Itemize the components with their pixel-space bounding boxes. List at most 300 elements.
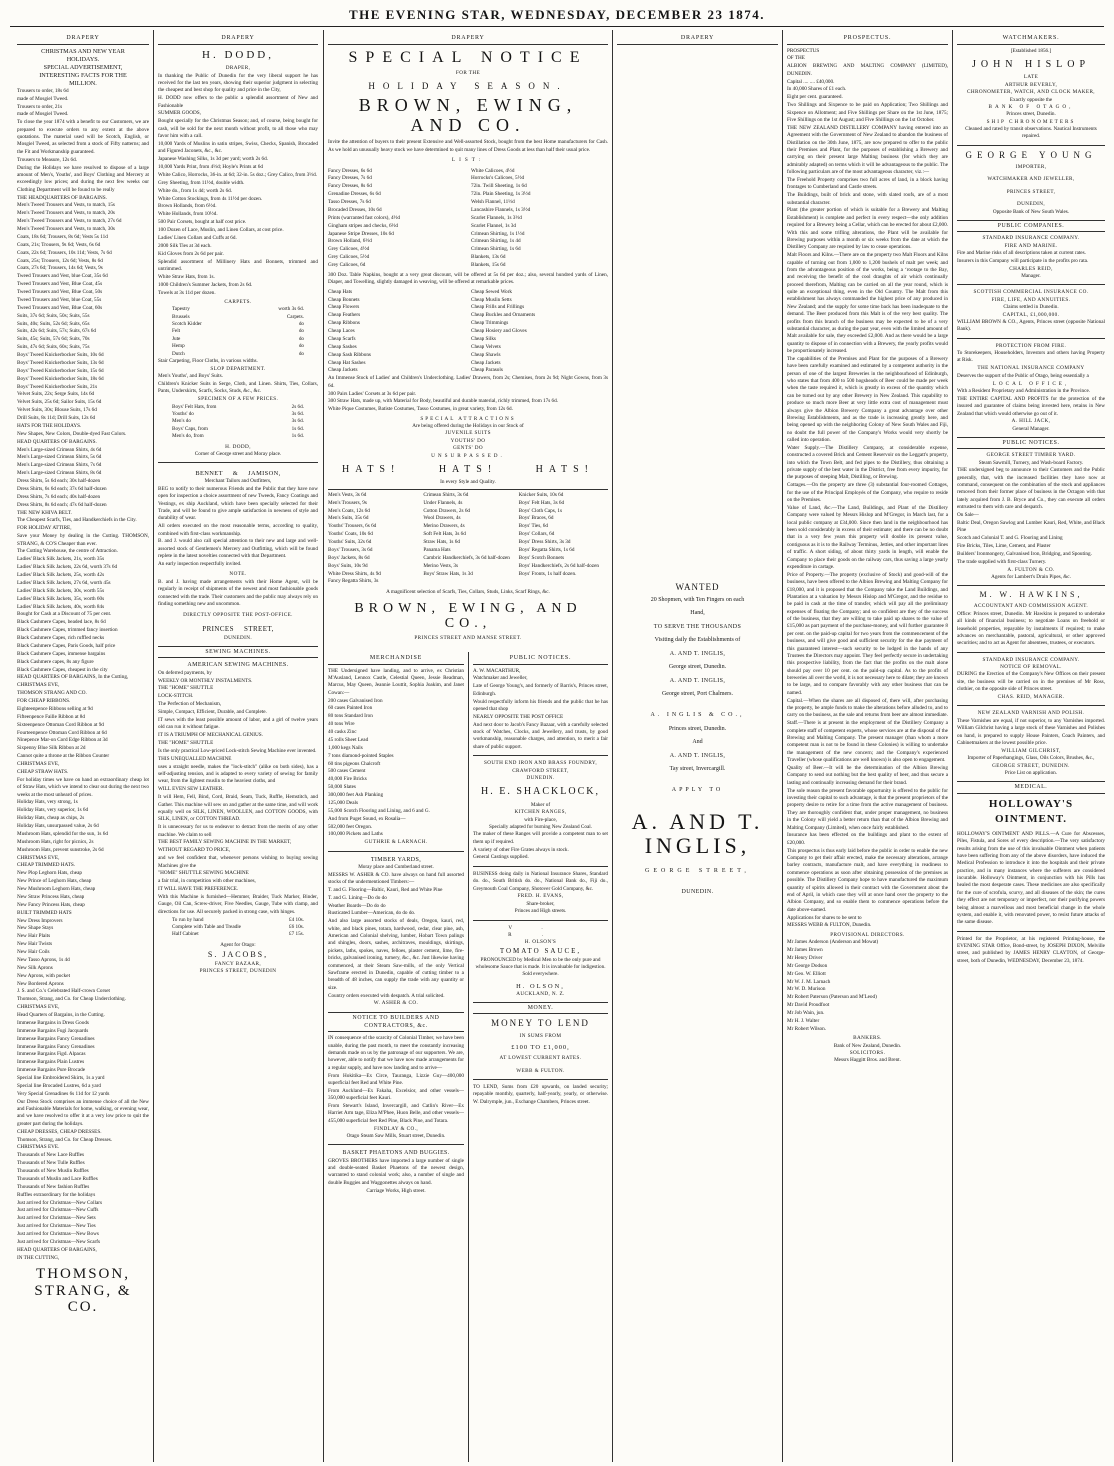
text-line: 100,000 Pickets and Laths	[328, 831, 383, 838]
text-line: Cotton Drawers, 2s 6d	[423, 507, 471, 514]
price-row	[158, 404, 318, 411]
text-line: It will Hem, Fell, Bind, Cord, Braid, Seam, Tuck, Ruffle, Hemstitch, and Gather. This machine will sew on and gather at the same time, and will work equally well on SILK, LINEN, WOOLLEN, and COTTON GOODS, with SILK, LINEN, or COTTON THREAD.	[158, 794, 318, 823]
ad-address: GEORGE STREET,	[645, 868, 750, 875]
price-row	[158, 343, 318, 350]
text-line: New Bordered Aprons	[17, 980, 64, 987]
text-line: made of Mosgiel Tweed.	[17, 95, 69, 102]
text-line: Boys' Trousers, 3s 6d	[328, 546, 373, 553]
item-price: 2s 6d.	[291, 403, 304, 410]
text-line: Very Special Grenadines 6s 11d for 12 yards	[17, 1090, 110, 1097]
text-line: Cheap Muslin Setts	[471, 296, 512, 303]
text-line: Cheap Jackets	[471, 359, 501, 366]
text-line: Insurance has been effected on the buildings and plant to the extent of £20,000.	[787, 832, 948, 846]
ad-signature: CHARLES REID,	[1009, 265, 1053, 272]
text-line: INTERESTING FACTS FOR THE	[39, 71, 127, 79]
text-line: 200 cases Galvanised Iron	[328, 697, 383, 704]
ad-text: WILLIAM BROWN & CO., Agents, Princes street (opposite National Bank).	[957, 318, 1105, 333]
text-line: IT IS A TRIUMPH OF MECHANICAL GENIUS.	[158, 732, 263, 739]
text-line: Boys' Collars, 6d	[518, 531, 555, 538]
text-line: Capital.—When the shares are all disposed of, there will, after purchasing the property, be ample funds to make the alterations before alluded to, and to carry on the business, as the sale and returns from beer are almost immediate.	[787, 697, 948, 719]
text-line: Cheap Frills and Frillings	[471, 304, 525, 311]
text-line: Grey Calicoes, 5½d	[328, 254, 370, 261]
ad-signature: GUTHRIE & LARNACH.	[364, 839, 428, 846]
text-line: THIS UNEQUALLED MACHINE	[158, 755, 232, 762]
text-line: SPECIAL ADVERTISEMENT,	[43, 63, 123, 71]
ad-signature: WILLIAM GILCHRIST,	[1001, 747, 1061, 754]
ad-firm: A. AND T. INGLIS,	[669, 650, 726, 657]
ad-body	[158, 670, 318, 917]
section-heading: LIST:	[451, 157, 485, 164]
text-line: Brown Hollands, from 6½d.	[158, 203, 217, 210]
text-line: HEAD QUARTERS OF BARGAINS, In the Cutting,	[17, 674, 129, 681]
text-line: Cannot quite a throne at the Ribbon Counter	[17, 753, 110, 760]
ad-address: Princes street, Dunedin.	[668, 725, 727, 732]
price-table	[158, 404, 318, 441]
ad-firm: A. AND T. INGLIS,	[631, 809, 764, 859]
text-line: Ladies' Black Silk Jackets, 40s, worth 84s	[17, 603, 105, 610]
text-line: Special line Embroidered Skirts, 1s a yard	[17, 1075, 105, 1082]
ad-title: GEORGE STREET TIMBER YARD.	[986, 452, 1076, 459]
text-line: 40 casks Zinc	[328, 729, 357, 736]
ad-text: 20 Shopmen, with Ten Fingers on each	[650, 596, 745, 603]
text-line: Our Dress Stock comprises an immense choice of all the New and Fashionable Materials for home, walking, or evening wear, and we have resolved to offer it at a very low price to quit the greater part during the holidays.	[17, 1098, 149, 1127]
text-line: White Hollands, from 10½d.	[158, 211, 218, 218]
text-line: Boys' Tweed Knickerbocker Suits, 21s	[17, 383, 98, 390]
text-line: Cheap Hats	[328, 288, 353, 295]
ad-body	[328, 872, 464, 1000]
text-line: Cheap Scarfs	[328, 335, 356, 342]
ad-title: STANDARD INSURANCE COMPANY.	[982, 656, 1080, 663]
text-line: Ladies' Black Silk Jackets, 22s 6d, worth 37s 6d	[17, 564, 118, 571]
column-drapery-brown-ewing	[325, 34, 611, 652]
text-line: CHEAP STRAW HATS.	[17, 768, 69, 775]
text-line: Builders' Ironmongery, Galvanised Iron, Bridging, and Spouting.	[957, 550, 1092, 557]
ad-address: PRINCES STREET AND MANSE STREET.	[414, 635, 522, 642]
ad-text: Visiting daily the Establishments of	[654, 637, 741, 644]
text-line: Cheap Hat Sashes	[328, 359, 366, 366]
ad-text: APPLY TO	[671, 786, 724, 793]
ad-text: Invite the attention of buyers to their present Extensive and Well-assorted Stock, bought from the best Home manufacturers for Cash. As we hold an unusually heavy stock we have determined to quit many lines of Dress Goods at less than half their usual price.	[328, 139, 608, 153]
ad-body	[787, 48, 948, 930]
text-line: BEG to notify to their numerous Friends and the Public that they have now open for inspection a choice assortment of new Tweeds, Fancy Coatings and Vestings, ex ship Auckland, which have been specially selected for their Trade, and will be found to give ample satisfaction in newness of style and durability of wear.	[158, 485, 318, 522]
text-line: In thanking the Public of Dunedin for the very liberal support he has received for the last ten years, showing their superior judgment in selecting the cheapest and best shop for quality and price in the City,	[158, 72, 318, 94]
ad-signature: H. OLSON,	[516, 982, 565, 990]
text-line: Coats, 18s 6d; Trousers, 8s 6d; Vests 5s 11d	[17, 233, 108, 240]
text-line: New Mushroom Leghorn Hats, cheap	[17, 886, 96, 893]
ad-text: JUVENILE SUITS	[445, 430, 491, 437]
text-line: Youths' Suits, 32s 6d	[328, 539, 372, 546]
ad-title	[17, 48, 149, 88]
text-line: Mr David Proudfoot	[787, 1002, 830, 1009]
text-line: Men's Suits, 35s 6d	[328, 515, 369, 522]
text-line: THE BEST FAMILY SEWING MACHINE IN THE MARKET,	[158, 839, 292, 846]
text-line: Cheap Hosiery and Gloves	[471, 328, 527, 335]
text-line: The Freehold Property comprises two full acres of land, in a block having frontages to Cumberland and Castle streets.	[787, 176, 948, 191]
text-line: Immense Bargains Plain Lustres	[17, 1059, 85, 1066]
price-row	[158, 328, 318, 335]
ad-text: TO SERVE THE THOUSANDS	[653, 623, 742, 630]
column-divider	[612, 30, 613, 1462]
ad-text: Price List on application.	[1004, 769, 1058, 776]
column-watchmakers	[954, 34, 1108, 1462]
price-row	[158, 411, 318, 418]
text-line: Tweed Trousers and Vest, blue Coat, 35s 6d	[17, 273, 108, 280]
column-divider	[782, 30, 783, 1462]
section-heading: PROVISIONAL DIRECTORS.	[830, 931, 905, 938]
text-line: Thousands of New Muslin Ruffles	[17, 1168, 89, 1175]
text-line: Thousands of New Lace Ruffles	[17, 1152, 85, 1159]
text-line: Weather Boards—Do do do	[328, 902, 386, 909]
price-list-left	[328, 492, 417, 587]
text-line: Men's Youths', and Boys' Suits.	[158, 373, 223, 380]
text-line: Dress Shirts, 5s 6d each; 30s half-dozen	[17, 478, 101, 485]
ad-address: AUCKLAND, N. Z.	[516, 990, 565, 997]
text-line: and we feel confident that, whenever persons wishing to buying sewing Machines give the	[158, 855, 318, 869]
text-line: Men's Vests, 3s 6d	[328, 491, 367, 498]
text-line: NEARLY OPPOSITE THE POST OFFICE	[473, 713, 564, 720]
ad-text: Agents for Lambert's Drain Pipes, &c.	[991, 573, 1071, 580]
text-line: Welsh Flannel, 11½d	[471, 199, 515, 206]
ad-text: WATCHMAKER AND JEWELLER,	[987, 176, 1075, 183]
text-line: Towels at 3s 11d per dozen.	[158, 289, 216, 296]
ad-text: Claims settled in Dunedin.	[1003, 304, 1059, 311]
ad-text: IN SUMS FROM	[519, 1032, 562, 1039]
ad-signature: A. FULTON & CO.	[1007, 566, 1055, 573]
text-line: Cheap Ribbons	[328, 320, 360, 327]
price-table	[158, 917, 318, 939]
item-price: do	[298, 328, 304, 335]
ad-text: Deserves the support of the Public of Otago, being essentially a	[957, 372, 1089, 379]
text-line: Ninepence Mar-on Cord Edge Ribbon at 3d	[17, 737, 108, 744]
text-line: MESSRS WEBB & FULTON, Dunedin.	[787, 922, 872, 929]
text-line: With this Machine is furnished—Hemmer, Braider, Tuck Marker, Binder, Gauge, Oil Can, Screw-driver, Five Needles, Gauge, Tube with clamp, and directions for use. All securely packed in strong case, with hinges.	[158, 894, 318, 915]
text-line: Men's Large-sized Crimean Shirts, 8s 6d	[17, 470, 102, 477]
text-line: Ladies' Black Silk Jackets, 30s, worth 55s	[17, 587, 105, 594]
text-line: BUILT TRIMMED HATS	[17, 909, 72, 916]
text-line: Coats, 21s; Trousers, 9s 6d; Vests, 6s 6d	[17, 241, 101, 248]
ad-text: TO LEND, Sums from £20 upwards, on landed security; repayable monthly, quarterly, half-yearly, yearly, or otherwise. W. Dalrymple, jun., Exchange Chambers, Princes street.	[473, 1083, 608, 1105]
text-line: 100 Dozen of Lace, Muslin, and Linen Collars, at cost price.	[158, 227, 284, 234]
text-line: Black Cashmere Capes, rich ruffled necks	[17, 635, 105, 642]
text-line: Tweed Trousers and Vest, Blue Coat, 50s	[17, 289, 103, 296]
text-line: Boys' Fronts, 1s half dozen.	[518, 570, 577, 577]
text-line: Panama Hats	[423, 546, 451, 553]
text-line: made of Mosgiel Tweed.	[17, 111, 69, 118]
text-line: 72in. Twill Sheeting, 1s 6d	[471, 183, 527, 190]
text-line: 60 tins pigeons Chalcroft	[328, 760, 381, 767]
ad-address: Opposite Bank of New South Wales.	[992, 208, 1070, 215]
text-line: Thomson, Strang, and Co. for Cheap Dresses.	[17, 1136, 113, 1143]
ad-text: B. and J. having made arrangements with their Home Agent, will be regularly in receipt of shipments of the newest and most fashionable goods connected with the trade. Their customers and the public may always rely on finding something new and uncommon.	[158, 578, 318, 607]
text-line: Cheap Trimmings	[471, 320, 509, 327]
column-drapery-dodd	[155, 34, 321, 1462]
column-heading: MERCHANDISE	[328, 654, 464, 665]
ad-text: with Fire-place,	[524, 816, 557, 823]
ad-address: Tay street, Invercargill.	[669, 766, 726, 773]
text-line: Boys' Straw Hats, 1s 3d	[423, 570, 473, 577]
ad-text: Bank of New Zealand, Dunedin.	[833, 1042, 902, 1049]
column-public-notices	[470, 654, 611, 1462]
ad-signature: W. ASHER & CO.	[373, 1000, 419, 1007]
text-line: 7 tons diamond-pointed Staples	[328, 752, 394, 759]
text-line: Wool Drawers, 4s	[423, 515, 461, 522]
text-line: Cheap Buckles and Ornaments	[471, 312, 536, 319]
ad-title: SPECIAL NOTICE	[348, 48, 588, 66]
text-line: OF THE	[787, 55, 805, 62]
text-line: CHRISTMAS EVE,	[17, 761, 60, 768]
text-line: Boys' Ties, 6d	[518, 523, 548, 530]
text-line: Black Cashmere capes, 8s any figure	[17, 658, 94, 665]
text-line: Just arrived for Christmas—New Ties	[17, 1223, 96, 1230]
text-line: Black Cashmere Capes, Paris Goods, half price	[17, 642, 116, 649]
text-line: 300,000 feet Ash Planking	[328, 792, 384, 799]
item-name: Tapestry	[172, 306, 190, 313]
text-line: Brown Holland, 6½d	[328, 238, 372, 245]
text-line: Tweed Trousers and Vest, Blue Coat, 60s	[17, 304, 103, 311]
text-line: Water Supply.—The Distillery Company, at considerable expense, constructed a covered Brick and Cement Reservoir on the Leggatt's property, into which the Town Belt, and fed pipes to the Distillery, thus obtaining a private supply of the best water in the District, free from every impurity, for the purposes of steeping Malt, Distilling, or Brewing.	[787, 444, 948, 481]
text-line: 1000 Children's Summer Jackets, from 2s 6d.	[158, 281, 253, 288]
text-line: HATS FOR THE HOLIDAYS.	[17, 422, 82, 429]
text-line: Horrocks's Calicoes, 5½d	[471, 175, 525, 182]
text-line: Mushroom Hats, prevent sunstroke, 2s 6d	[17, 846, 104, 853]
item-price: do	[298, 350, 304, 357]
ad-text: In every Style and Quality.	[440, 479, 496, 486]
text-line: Immense Bargains in Dress Goods	[17, 1019, 89, 1026]
text-line: And from Puget Sound, ex Rosalia—	[328, 815, 406, 822]
section-heading: SOLICITORS.	[849, 1049, 886, 1056]
text-line: Rusticated Lumber—American, do do do.	[328, 910, 416, 917]
section-heading: SPECIAL ATTRACTIONS	[420, 415, 516, 422]
text-line: Cheap Silks	[471, 335, 496, 342]
text-line: MILLION.	[69, 79, 97, 87]
director-list	[787, 939, 948, 1033]
ad-signature: S. JACOBS,	[207, 950, 269, 960]
text-line: Late of George Young's, and formerly of Barris's, Princes street, Edinburgh.	[473, 683, 608, 697]
ad-title: TOMATO SAUCE,	[499, 946, 582, 955]
section-heading: SEWING MACHINES.	[158, 646, 318, 658]
text-line: CHRISTMAS AND NEW YEAR	[41, 47, 125, 55]
text-line: New Silk Aprons	[17, 964, 53, 971]
ad-firm: GEORGE YOUNG	[965, 149, 1097, 160]
text-line: PRONOUNCED by Medical Men to be the only pure and wholesome Sauce that is made. It is invaluable for indigestion. Sold everywhere.	[475, 956, 606, 978]
text-line: Bought specially for the Christmas Season; and, of course, being bought for cash, will be sold for the next month without profit, to all those who may favor him with a call.	[158, 118, 318, 140]
text-line: Mushroom Hats, right for picnics, 2s	[17, 838, 94, 845]
text-line: From Auckland—Ex Fakaha, Excelsior, and other vessels—350,000 superficial feet Kauri.	[328, 1087, 464, 1102]
text-line: FOR HOLIDAY ATTIRE,	[17, 525, 72, 532]
text-line: New Hair Twists	[17, 941, 52, 948]
text-line: B. and J. would also call special attention to their new and large and well-assorted stock of Gentlemen's Mercery and Outfitting, which will be found replete in the latest novelties connected with that Department.	[158, 538, 318, 560]
text-line: 1,000 kegs Nails	[328, 744, 363, 751]
text-line: And also large assorted stocks of deals, Oregon, kauri, red, white, and black pines, totara, hardwood, cedar, clear pine, ash, American and Colonial shelving, lumber, Hobart Town palings and shingles, doors, sashes, architraves, mouldings, skirtings, pickets, laths, spokes, naves, felloes, plaster cement, lime, fire-bricks, galvanised ironing, turnery, &c., &c. Just likewise having commenced, at their Steam Saw-mills, of the only Vertical Sawframe erected in Dunedin, capable of cutting timber to a breadth of 48 inches, can supply the trade with any quantity or size.	[328, 918, 464, 991]
ad-title: SOUTH END IRON AND BRASS FOUNDRY,	[483, 760, 598, 767]
text-line: New Straw Princess Hats, cheap	[17, 893, 85, 900]
ad-text: CAPITAL, £1,000,000.	[1002, 311, 1060, 318]
section-heading: CARPETS.	[224, 298, 252, 305]
text-line: H. DODD now offers to the public a splendid assortment of New and Fashionable	[158, 95, 318, 109]
text-line: Grey Calicoes, 6d	[328, 262, 366, 269]
text-line: THE "HOME" SHUTTLE	[158, 685, 214, 692]
text-line: Immense Bargains Fugi Jacquards	[17, 1027, 89, 1034]
column-drapery-inglis	[614, 34, 781, 1462]
ad-signature: FINDLAY & CO.,	[373, 1125, 419, 1132]
text-line: Ruffles extraordinary for the holidays	[17, 1191, 96, 1198]
text-line: Cheap Flowers	[328, 304, 360, 311]
ad-signature: A. HILL JACK,	[1011, 418, 1051, 425]
item-price: do	[298, 321, 304, 328]
ad-firm: JOHN HISLOP	[971, 58, 1091, 70]
text-line: Ladies' Linen Collars and Cuffs at 6d.	[158, 234, 237, 241]
text-line: Suits, 45s; Suits, 57s 6d; Suits, 70s	[17, 336, 90, 343]
ad-title: WANTED	[675, 581, 720, 592]
text-line: 2000 Silk Ties at 3d each.	[158, 242, 212, 249]
ad-text: THE ENTIRE CAPITAL AND PROFITS for the protection of the insured and guarantee of claims being invested here, retains in New Zealand that which would otherwise go out of it.	[957, 395, 1105, 417]
ad-title: MONEY TO LEND	[491, 1018, 590, 1029]
text-line: New Aprons, with pocket	[17, 972, 71, 979]
item-name: Men's do, from	[172, 433, 204, 440]
text-line: Splendid assortment of Millinery Hats and Bonnets, trimmed and untrimmed.	[158, 258, 318, 272]
text-line: T. and G. Lining—Do do do	[328, 894, 387, 901]
text-line: Ladies' Black Silk Jackets, 27s 6d, worth 45s	[17, 579, 111, 586]
text-line: Just arrived for Christmas—New Bows	[17, 1231, 99, 1238]
text-line: Trousers to Measure, 12s 6d.	[17, 156, 78, 163]
price-row	[158, 917, 318, 924]
text-line: Coats, 27s 6d; Trousers, 14s 6d; Vests, 9s	[17, 265, 103, 272]
text-line: Under Flannels, 4s	[423, 499, 463, 506]
text-line: Save your Money by dealing in the Cutting. THOMSON, STRANG, & CO'S Cheaper than ever.	[17, 533, 149, 547]
item-price: £6 10s.	[289, 924, 304, 931]
text-line: Gingham stripes and checks, 6½d	[328, 222, 399, 229]
column-heading: DRAPERY	[17, 34, 149, 45]
ad-address: DUNEDIN.	[526, 774, 555, 781]
text-line: Men's Tweed Trousers and Vests, to match, 27s 6d	[17, 218, 122, 225]
ad-address: George street, Dunedin.	[668, 664, 727, 671]
text-line: CHRISTMAS EVE,	[17, 1004, 60, 1011]
text-line: THOMSON STRANG AND CO.	[17, 690, 87, 697]
item-price: 1s 6d.	[291, 425, 304, 432]
text-line: Men's Large-sized Crimean Shirts, 5s 6d	[17, 454, 102, 461]
text-line: Merino Vests, 3s	[423, 562, 458, 569]
ad-text: Manager.	[1021, 273, 1041, 280]
text-line: White Calico, Horrocks, 36-in. at 6d; 32-in. 5s doz.; Grey Calico, from 3½d.	[158, 171, 318, 178]
text-line: Knicker Suits, 10s 6d	[518, 491, 564, 498]
ad-text: These Varnishes are equal, if not superior, to any Varnishes imported. William Gilchrist having a large stock of these Varnishes and Polishes on hand, is prepared to supply House Painters, Coach Painters, and Cabinetmakers at the lowest possible price.	[957, 717, 1105, 746]
ad-address: Carriage Works, High street.	[366, 1187, 426, 1194]
text-line: Grey Calicoes, 4½d	[328, 246, 370, 253]
text-line: Boys' Handkerchiefs, 2s 6d half-dozen	[518, 562, 599, 569]
text-line: Fancy Dresses, 7s 6d	[328, 175, 372, 182]
item-price: 1s 6d.	[291, 433, 304, 440]
ad-firm: BROWN, EWING, AND CO.,	[354, 600, 582, 632]
item-price: Carpets.	[286, 313, 304, 320]
price-list-middle	[423, 492, 512, 587]
text-line: Mr H. J. Walter	[787, 1017, 820, 1024]
text-line: Men's Tweed Trousers and Vests, to match, 15s	[17, 202, 115, 209]
ad-text: KITCHEN RANGES,	[514, 809, 567, 816]
text-line: Ladies' Black Silk Jackets, 25s, worth 42s	[17, 572, 105, 579]
text-line: Straw Hats, 1s 6d	[423, 539, 460, 546]
text-line: Fancy Regatta Shirts, 3s	[328, 578, 379, 585]
text-line: White Cotton Stockings, from 4s 11½d per dozen.	[158, 195, 263, 202]
text-line: The maker of these Ranges will provide a competent man to set them up if required.	[473, 831, 608, 845]
section-heading: NOTE.	[229, 571, 247, 578]
text-line: Black Cashmere Capes, beaded lace, 8s 6d	[17, 619, 106, 626]
text-line: Suits, 42s 6d; Suits, 57s; Suits, 67s 6d	[17, 328, 96, 335]
text-line: 55,000 Scotch Flooring and Lining, and 6 and G.	[328, 807, 430, 814]
text-line: Plant (the greater portion of which is suitable for a Brewery and Malting Establishment) is complete and perfect in every respect—the only addition required for a Brewery being a Cellar, which can be erected for about £2,000. With this and some trifling alterations, the Plant will be available for Brewing purposes within a month or six weeks from the date at which the Distillery Company are required by law to cease operations.	[787, 207, 948, 251]
item-price: 3s 6d.	[291, 411, 304, 418]
ad-body	[158, 486, 318, 569]
item-name: Men's do	[172, 418, 191, 425]
text-line: THE Undersigned have landing, and to arrive, ex Christian M'Ausland, Lennox Castle, Celestial Queen, Jessie Readman, Marcus, May Queen, Jeannie Louttit, Sophia Joakim, and Janet Cowan:—	[328, 667, 464, 696]
text-line: Immense Bargains Figd. Alpacas	[17, 1051, 86, 1058]
text-line: Kid Gloves from 2s 6d per pair.	[158, 250, 224, 257]
column-divider	[952, 30, 953, 1462]
ad-text: Specially adapted for burning New Zealand Coal.	[489, 823, 592, 830]
text-line: IT sews with the least possible amount of labor, and a girl of twelve years old can run it without fatigue.	[158, 716, 318, 731]
text-line: The Cutting Warehouse, the centre of Attraction.	[17, 548, 118, 555]
ad-text: 300 Doz. Table Napkins, bought at a very great discount, will be offered at 5s 6d per doz.; also, several hundred yards of Linen, Diaper, and Towelling, slightly damaged in weaving, will be offered at remarkable prices.	[328, 271, 608, 286]
text-line: Cheap Jackets	[328, 367, 358, 374]
price-row	[158, 433, 318, 440]
royal-cipher: V. R.	[508, 924, 573, 938]
section-heading: SPECIMEN OF A FEW PRICES.	[197, 396, 279, 403]
item-price: 3s 6d.	[291, 418, 304, 425]
ad-body	[473, 957, 608, 979]
text-line: Boys' Scotch Bonnets	[518, 554, 564, 561]
text-line: For holiday times we have on hand an extraordinary cheap lot of Straw Hats, which we intend to clear out during the next two weeks at the most unheard of prices.	[17, 776, 149, 798]
text-line: Baltic Deal, Oregon Sawlog and Lumber Kauri, Red, White, and Black Pine	[957, 519, 1105, 534]
text-line: Mr Robert Wilson.	[787, 1025, 827, 1032]
text-line: This prospectus is thus early laid before the public in order to enable the new Company to get their affair erected, make the necessary alterations, arrange barley contracts, manufacture malt, and have everything in readiness to commence operations as soon after obtaining possession of the premises as possible. The Distillery Company hope to have manufactured the maximum quantity of spirits allowed in their contract with the Government about the end of April, in which case they will at once hand over the property to the Albion Company, and so enable them to commence operations before the date above-named.	[787, 847, 948, 913]
text-line: WILL EVEN SEW LEATHER.	[158, 786, 224, 793]
text-line: From Hokitika—Ex Circe, Tauranga, Lizzie Guy—400,000 superficial feet Red and White Pine.	[328, 1072, 464, 1086]
ad-title: NEW ZEALAND VARNISH AND POLISH.	[977, 710, 1085, 717]
text-line: Lancashire Flannels, 1s 3½d	[471, 206, 531, 213]
item-name: Hemp	[172, 343, 185, 350]
text-line: LOCK-STITCH.	[158, 693, 194, 700]
item-price: worth 3s 6d.	[278, 306, 304, 313]
item-name: Jute	[172, 335, 181, 342]
ad-subtitle: Merchant Tailors and Outfitters,	[204, 478, 272, 485]
text-line: CHRISTMAS EVE,	[17, 854, 60, 861]
ad-text: Office: Princes street, Dunedin. Mr Hawkins is prepared to undertake all kinds of financial business; to negotiate Loans on freehold or leasehold properties, repayable by instalments if required; to make advances on merchantable, pastoral, agricultural, or other approved securities; and to act as Agent for absentees, trustees, or executors.	[957, 610, 1105, 647]
text-line: 500 cases Cement	[328, 768, 366, 775]
text-line: Mushroom Hats, splendid for the sun, 1s 6d	[17, 830, 108, 837]
ad-subtitle: FIRE AND MARINE.	[1004, 242, 1058, 249]
text-line: Cheap Sash Ribbons	[328, 351, 371, 358]
ad-text: 300 Straw Hats, made up, with Material for Body, beautiful and durable material, richly trimmed, from 17s 6d.	[328, 398, 559, 405]
text-line: Mr Geo. W. Elliott	[787, 970, 826, 977]
ad-body	[158, 373, 318, 396]
text-line: Would respectfully inform his friends and the public that he has opened that shop	[473, 698, 608, 712]
item-name: Brussels	[172, 313, 190, 320]
cheap-list-right	[471, 289, 608, 376]
ad-address: DIRECTLY OPPOSITE THE POST-OFFICE.	[183, 612, 293, 619]
text-line: Applications for shares to be sent to	[787, 914, 862, 921]
text-line: All orders executed on the most reasonable terms, according to quality, combined with first-class workmanship.	[158, 523, 318, 537]
text-line: Boys' Tweed Knickerbocker Suits, 13s 6d	[17, 359, 104, 366]
text-line: Holiday Hats, very superior, 1s 6d	[17, 807, 89, 814]
text-line: Crimean Shirting, 1s 1½d	[471, 230, 525, 237]
text-line: HOLIDAYS.	[66, 55, 100, 63]
text-line: 500 Pair Corsets, bought at half cost price.	[158, 219, 247, 226]
column-heading: DRAPERY	[158, 34, 318, 45]
text-line: Country orders executed with despatch. A trial solicited.	[328, 992, 445, 999]
item-price: do	[298, 343, 304, 350]
text-line: Ladies' Black Silk Jackets, 35s, worth 60s	[17, 595, 105, 602]
text-line: Blankets, 15s 6d	[471, 262, 506, 269]
text-line: 502,000 feet Oregon.	[328, 823, 373, 830]
